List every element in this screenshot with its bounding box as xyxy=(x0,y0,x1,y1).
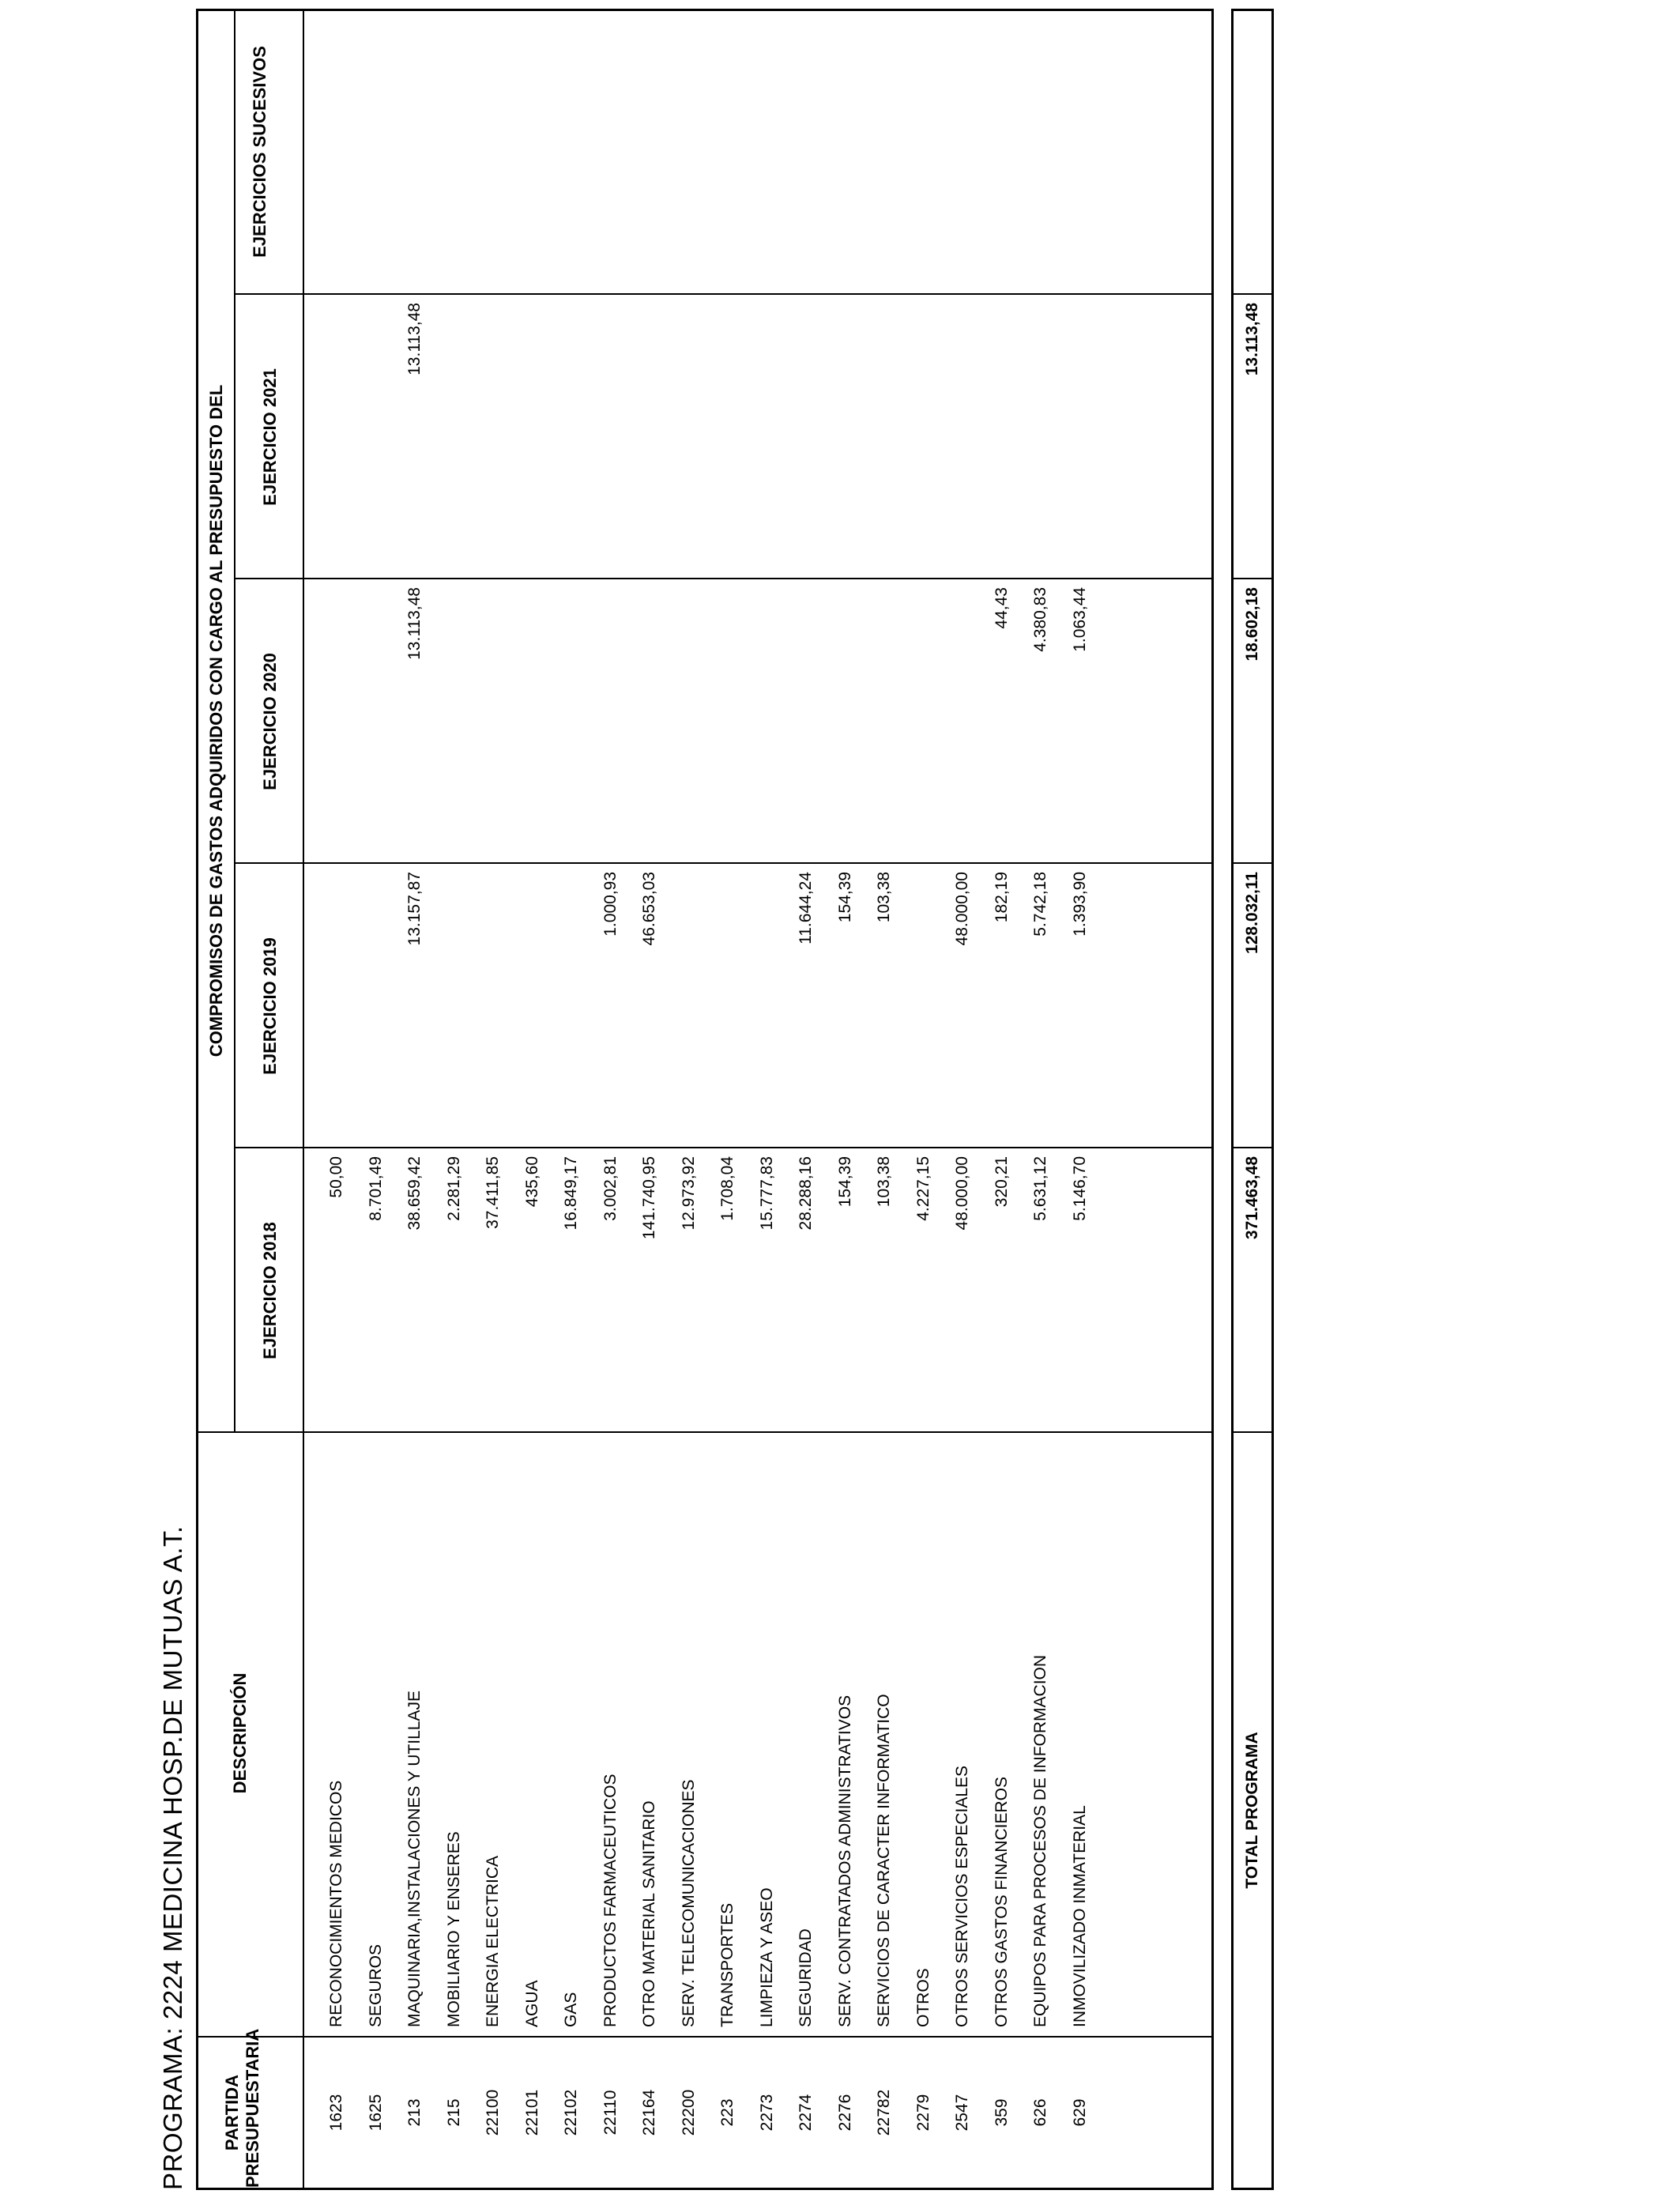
partida-code: 22782 xyxy=(875,2089,893,2136)
partida-code: 22102 xyxy=(562,2089,580,2136)
cell-2020: 1.063,44 xyxy=(1070,587,1089,652)
cell-2020 xyxy=(864,587,904,864)
partida-code: 213 xyxy=(405,2098,424,2127)
description: OTROS GASTOS FINANCIEROS xyxy=(992,1777,1011,2027)
description: RECONOCIMIENTOS MEDICOS xyxy=(327,1780,345,2027)
description: EQUIPOS PARA PROCESOS DE INFORMACION xyxy=(1031,1654,1049,2027)
cell-2018: 103,38 xyxy=(875,1156,893,1208)
cell-2018: 5.631,12 xyxy=(1031,1156,1049,1221)
description: MOBILIARIO Y ENSERES xyxy=(444,1831,463,2027)
cell-2019: 182,19 xyxy=(992,872,1011,923)
cell-2020 xyxy=(708,587,748,864)
cell-2019: 103,38 xyxy=(875,872,893,923)
cell-2020 xyxy=(943,587,982,864)
header-divider xyxy=(234,9,235,1433)
description: ENERGIA ELECTRICA xyxy=(484,1855,502,2027)
cell-2021 xyxy=(552,303,591,579)
cell-2020 xyxy=(356,587,396,864)
cell-sucesivos xyxy=(513,18,552,295)
partida-code: 2279 xyxy=(913,2094,932,2132)
cell-2021 xyxy=(317,303,356,579)
cell-2018: 16.849,17 xyxy=(562,1156,580,1231)
total-2019: 128.032,11 xyxy=(1243,872,1261,954)
cell-2018: 435,60 xyxy=(522,1156,541,1208)
cell-2021 xyxy=(1021,303,1060,579)
cell-2019 xyxy=(708,872,748,1148)
cell-2018: 154,39 xyxy=(835,1156,854,1208)
cell-sucesivos xyxy=(669,18,709,295)
cell-sucesivos xyxy=(473,18,513,295)
cell-2020: 4.380,83 xyxy=(1031,587,1049,652)
total-label: TOTAL PROGRAMA xyxy=(1243,1732,1261,1889)
cell-2018: 1.708,04 xyxy=(718,1156,736,1221)
total-2018: 371.463,48 xyxy=(1243,1156,1261,1240)
cell-2020 xyxy=(669,587,709,864)
cell-2018: 12.973,92 xyxy=(679,1156,698,1231)
cell-2019: 11.644,24 xyxy=(797,872,815,944)
cell-2021 xyxy=(943,303,982,579)
cell-2019 xyxy=(748,872,787,1148)
description: SEGURIDAD xyxy=(797,1928,815,2027)
cell-2020: 44,43 xyxy=(992,587,1011,629)
cell-2020 xyxy=(826,587,865,864)
cell-2020 xyxy=(317,587,356,864)
cell-2020 xyxy=(904,587,944,864)
cell-sucesivos xyxy=(1060,18,1100,295)
description: SERV. CONTRATADOS ADMINISTRATIVOS xyxy=(835,1695,854,2027)
cell-2018: 8.701,49 xyxy=(366,1156,385,1221)
cell-2021 xyxy=(708,303,748,579)
cell-2021 xyxy=(435,303,474,579)
cell-2018: 320,21 xyxy=(992,1156,1011,1208)
total-row xyxy=(1231,9,1274,2190)
cell-2018: 28.288,16 xyxy=(797,1156,815,1231)
cell-sucesivos xyxy=(591,18,631,295)
cell-2021 xyxy=(591,303,631,579)
description: SERV. TELECOMUNICACIONES xyxy=(679,1779,698,2027)
cell-sucesivos xyxy=(786,18,826,295)
cell-2020 xyxy=(786,587,826,864)
cell-sucesivos xyxy=(356,18,396,295)
partida-code: 629 xyxy=(1070,2098,1089,2127)
cell-2020 xyxy=(591,587,631,864)
cell-sucesivos xyxy=(1021,18,1060,295)
description: MAQUINARIA,INSTALACIONES Y UTILLAJE xyxy=(405,1691,424,2027)
description: OTROS SERVICIOS ESPECIALES xyxy=(953,1765,971,2027)
cell-2021 xyxy=(864,303,904,579)
cell-2018: 48.000,00 xyxy=(953,1156,971,1231)
header-descripcion: DESCRIPCIÓN xyxy=(230,1672,250,1794)
description: SEGUROS xyxy=(366,1943,385,2027)
partida-code: 2547 xyxy=(953,2094,971,2132)
cell-sucesivos xyxy=(982,18,1022,295)
cell-2019 xyxy=(435,872,474,1148)
cell-2021 xyxy=(513,303,552,579)
cell-2019: 48.000,00 xyxy=(953,872,971,946)
partida-code: 359 xyxy=(992,2098,1011,2127)
description: LIMPIEZA Y ASEO xyxy=(757,1887,776,2027)
header-partida: PARTIDA PRESUPUESTARIA xyxy=(222,2028,262,2188)
description: INMOVILIZADO INMATERIAL xyxy=(1070,1805,1089,2027)
header-group: COMPROMISOS DE GASTOS ADQUIRIDOS CON CARGO AL PRESUPUESTO DEL xyxy=(206,384,226,1057)
partida-code: 22164 xyxy=(640,2089,658,2136)
cell-2019: 5.742,18 xyxy=(1031,872,1049,937)
description: PRODUCTOS FARMACEUTICOS xyxy=(601,1774,620,2027)
cell-2018: 3.002,81 xyxy=(601,1156,620,1221)
partida-code: 2276 xyxy=(835,2094,854,2132)
cell-2019 xyxy=(473,872,513,1148)
header-ej2021: EJERCICIO 2021 xyxy=(260,368,280,506)
cell-2018: 5.146,70 xyxy=(1070,1156,1089,1221)
cell-sucesivos xyxy=(395,18,435,295)
cell-sucesivos xyxy=(630,18,669,295)
description: SERVICIOS DE CARACTER INFORMATICO xyxy=(875,1694,893,2027)
commitments-table xyxy=(196,9,1214,2190)
cell-2019: 154,39 xyxy=(835,872,854,923)
total-2020: 18.602,18 xyxy=(1243,587,1261,662)
cell-2020 xyxy=(552,587,591,864)
cell-2019 xyxy=(669,872,709,1148)
cell-2021: 13.113,48 xyxy=(405,303,424,375)
cell-2019: 1.393,90 xyxy=(1070,872,1089,937)
description: GAS xyxy=(562,1992,580,2027)
cell-2019 xyxy=(317,872,356,1148)
cell-sucesivos xyxy=(864,18,904,295)
description: AGUA xyxy=(522,1980,541,2027)
cell-2021 xyxy=(356,303,396,579)
description: OTRO MATERIAL SANITARIO xyxy=(640,1800,658,2027)
partida-code: 2274 xyxy=(797,2094,815,2132)
partida-code: 22100 xyxy=(484,2089,502,2136)
cell-2018: 4.227,15 xyxy=(913,1156,932,1221)
cell-sucesivos xyxy=(904,18,944,295)
cell-2019: 1.000,93 xyxy=(601,872,620,937)
header-ej2019: EJERCICIO 2019 xyxy=(260,937,280,1075)
cell-sucesivos xyxy=(552,18,591,295)
budget-sheet xyxy=(158,0,1680,2194)
header-bottom-line xyxy=(303,9,304,2188)
cell-2018: 50,00 xyxy=(327,1156,345,1198)
cell-2019 xyxy=(552,872,591,1148)
cell-2021 xyxy=(826,303,865,579)
cell-2018: 2.281,29 xyxy=(444,1156,463,1221)
cell-2020 xyxy=(748,587,787,864)
header-ej2018: EJERCICIO 2018 xyxy=(260,1222,280,1359)
partida-code: 1623 xyxy=(327,2094,345,2132)
cell-sucesivos xyxy=(748,18,787,295)
cell-2021 xyxy=(982,303,1022,579)
partida-code: 215 xyxy=(444,2098,463,2127)
cell-2020 xyxy=(630,587,669,864)
description: TRANSPORTES xyxy=(718,1902,736,2027)
cell-2020 xyxy=(435,587,474,864)
total-sucesivos xyxy=(1234,18,1271,295)
cell-2020 xyxy=(513,587,552,864)
cell-sucesivos xyxy=(943,18,982,295)
header-ej2020: EJERCICIO 2020 xyxy=(260,653,280,790)
header-sucesivos: EJERCICIOS SUCESIVOS xyxy=(250,46,269,258)
cell-2018: 38.659,42 xyxy=(405,1156,424,1231)
cell-2021 xyxy=(473,303,513,579)
cell-sucesivos xyxy=(708,18,748,295)
cell-sucesivos xyxy=(435,18,474,295)
cell-2021 xyxy=(786,303,826,579)
cell-2019 xyxy=(904,872,944,1148)
partida-code: 22110 xyxy=(601,2090,620,2136)
cell-2021 xyxy=(748,303,787,579)
cell-2019 xyxy=(513,872,552,1148)
page-title: PROGRAMA: 2224 MEDICINA HOSP.DE MUTUAS A.T. xyxy=(158,1525,187,2190)
cell-2020 xyxy=(473,587,513,864)
cell-sucesivos xyxy=(317,18,356,295)
cell-2019 xyxy=(356,872,396,1148)
cell-2019: 13.157,87 xyxy=(405,872,424,946)
partida-code: 626 xyxy=(1031,2098,1049,2127)
partida-code: 223 xyxy=(718,2098,736,2127)
cell-2021 xyxy=(904,303,944,579)
total-2021: 13.113,48 xyxy=(1243,303,1261,376)
cell-sucesivos xyxy=(826,18,865,295)
cell-2021 xyxy=(669,303,709,579)
partida-code: 2273 xyxy=(757,2094,776,2132)
partida-code: 1625 xyxy=(366,2094,385,2132)
partida-code: 22101 xyxy=(522,2089,541,2136)
partida-code: 22200 xyxy=(679,2089,698,2136)
cell-2018: 141.740,95 xyxy=(640,1156,658,1240)
cell-2018: 37.411,85 xyxy=(484,1156,502,1229)
cell-2019: 46.653,03 xyxy=(640,872,658,946)
cell-2021 xyxy=(1060,303,1100,579)
cell-2018: 15.777,83 xyxy=(757,1156,776,1231)
cell-2021 xyxy=(630,303,669,579)
description: OTROS xyxy=(913,1968,932,2027)
cell-2020: 13.113,48 xyxy=(405,587,424,660)
